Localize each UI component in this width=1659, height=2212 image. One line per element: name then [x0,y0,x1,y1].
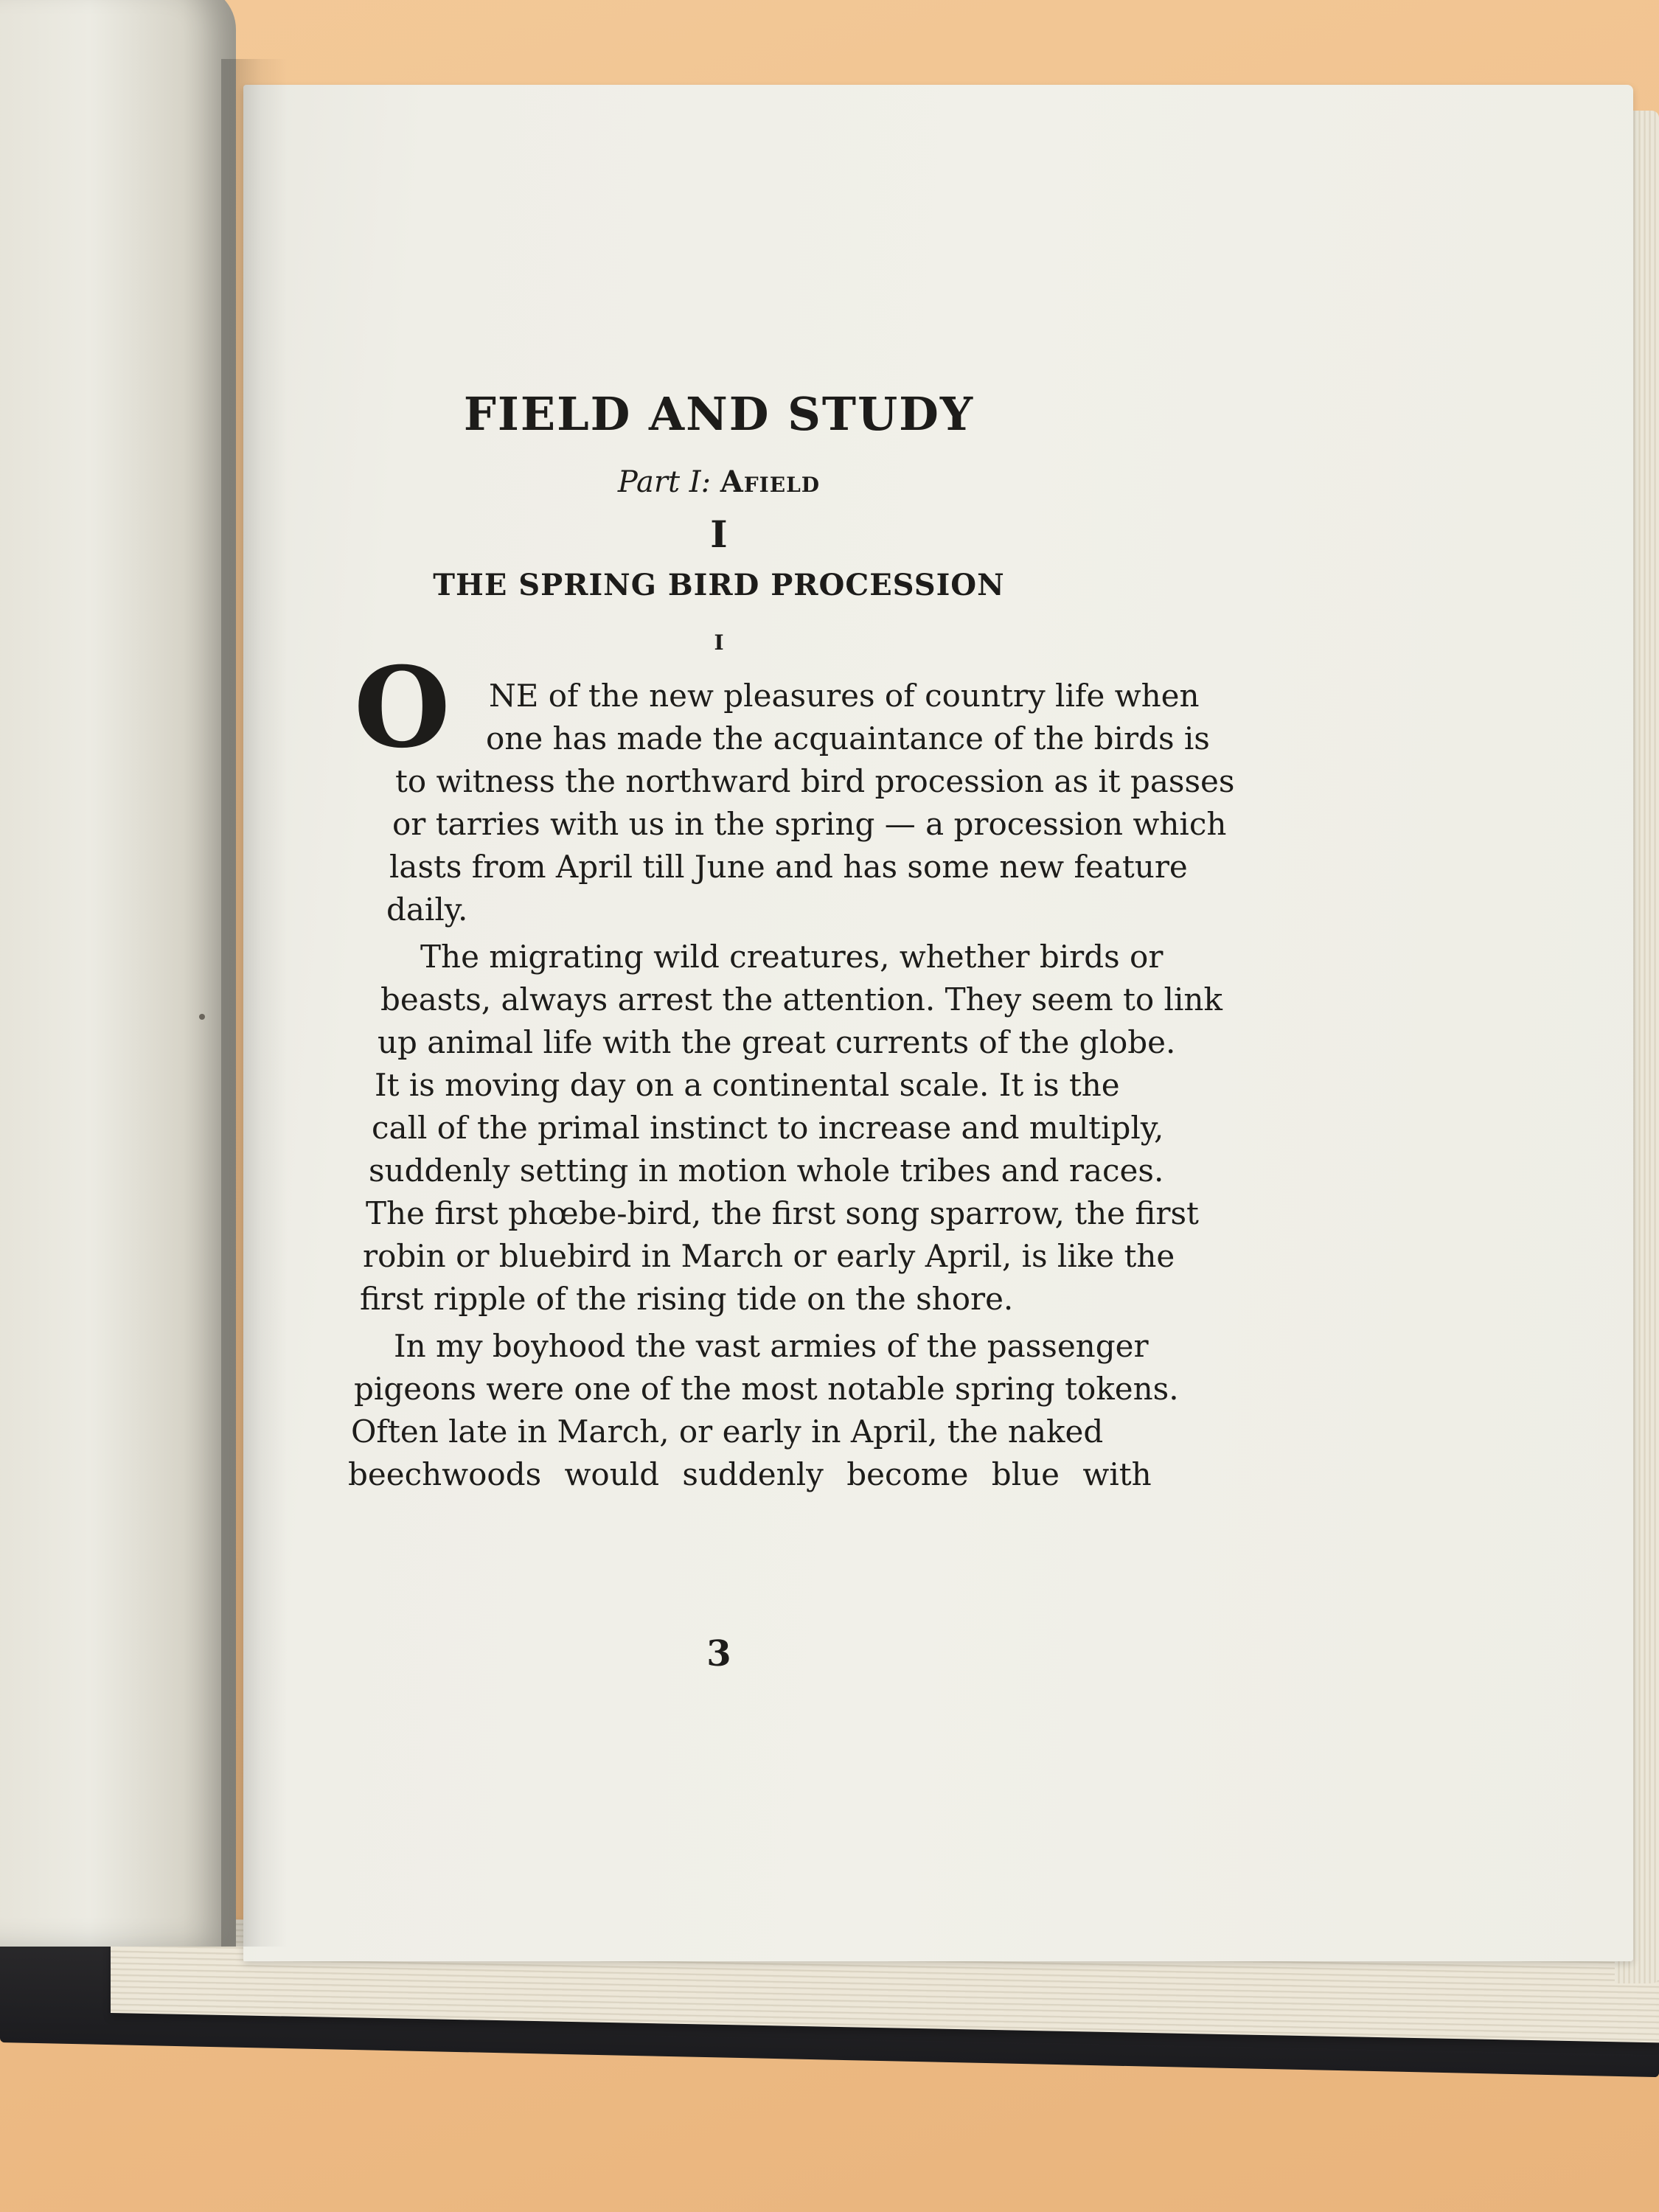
left-facing-page [0,0,236,1947]
part-heading [243,465,1194,499]
text-line: one has made the acquaintance of the birds is [486,720,1210,757]
text-line: suddenly setting in motion whole tribes and races. [369,1152,1164,1189]
text-line: robin or bluebird in March or early April, is like the [363,1238,1175,1274]
text-line: NE of the new pleasures of country life when [489,678,1200,714]
part-label: Part I: [617,465,712,499]
body-text [348,675,1235,1496]
paper-speck [199,1014,205,1020]
drop-cap-letter: O [354,643,451,773]
text-line: up animal life with the great currents of the globe. [378,1024,1176,1060]
page-text-block [243,85,1633,1961]
chapter-numeral: I [710,512,728,556]
text-line: In my boyhood the vast armies of the passenger [394,1328,1149,1364]
right-page [243,85,1633,1961]
text-line: beechwoods would suddenly become blue with [348,1456,1152,1492]
part-name: Afield [720,465,821,499]
text-line: to witness the northward bird procession as it passes [395,763,1235,799]
text-line: It is moving day on a continental scale. It is the [375,1067,1120,1103]
text-line: The first phœbe-bird, the first song sparrow, the first [366,1195,1199,1231]
text-line: The migrating wild creatures, whether birds or [420,939,1164,975]
text-line: Often late in March, or early in April, the naked [351,1413,1104,1450]
text-line: lasts from April till June and has some new feature [389,849,1188,885]
text-line: pigeons were one of the most notable spring tokens. [354,1371,1179,1407]
text-line: daily. [386,891,468,928]
text-line: first ripple of the rising tide on the shore. [360,1281,1014,1317]
text-line: beasts, always arrest the attention. They seem to link [380,981,1222,1018]
text-line: call of the primal instinct to increase and multiply, [372,1110,1164,1146]
gutter-shadow [221,59,288,1947]
book-title: FIELD AND STUDY [463,387,975,441]
section-numeral: I [714,630,724,655]
chapter-title: THE SPRING BIRD PROCESSION [433,568,1005,602]
text-line: or tarries with us in the spring — a procession which [392,806,1227,842]
page-number: 3 [706,1633,731,1674]
